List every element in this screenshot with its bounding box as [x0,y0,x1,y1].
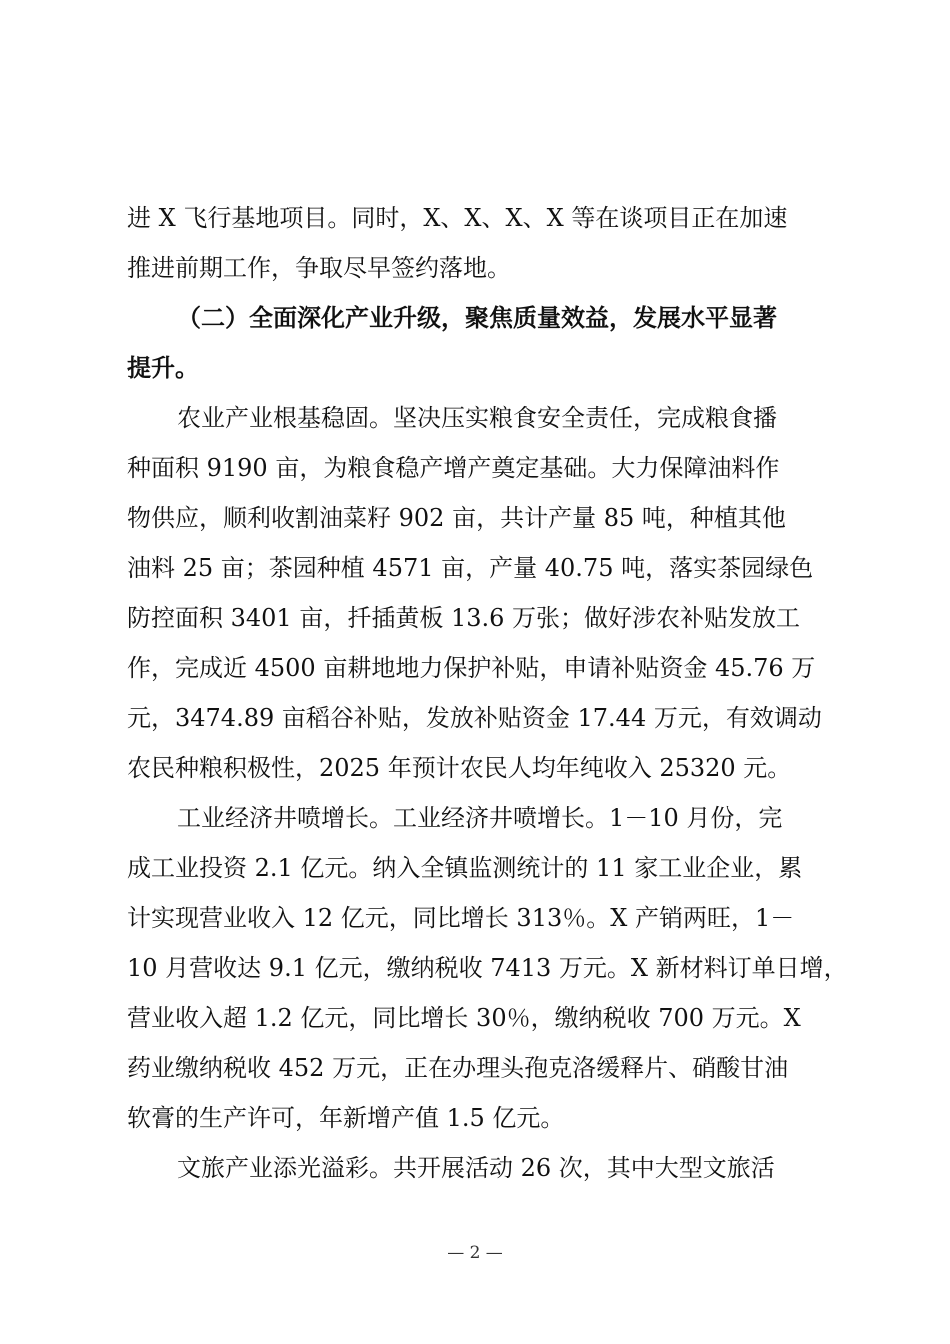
text-line: 元，3474.89 亩稻谷补贴，发放补贴资金 17.44 万元，有效调动 [127,704,822,732]
text-line: 农民种粮积极性，2025 年预计农民人均年纯收入 25320 元。 [127,754,792,782]
paragraph-culture-tourism: 文旅产业添光溢彩。共开展活动 26 次，其中大型文旅活 [177,1154,775,1182]
section-heading: 提升。 [127,354,199,382]
text-line: 防控面积 3401 亩，扦插黄板 13.6 万张；做好涉农补贴发放工 [127,604,801,632]
paragraph-industry: 工业经济井喷增长。工业经济井喷增长。1－10 月份，完 [177,804,783,832]
text-line: 物供应，顺利收割油菜籽 902 亩，共计产量 85 吨，种植其他 [127,504,786,532]
text-line: 油料 25 亩；茶园种植 4571 亩，产量 40.75 吨，落实茶园绿色 [127,554,814,582]
text-line: 作，完成近 4500 亩耕地地力保护补贴，申请补贴资金 45.76 万 [127,654,816,682]
text-line: 药业缴纳税收 452 万元，正在办理头孢克洛缓释片、硝酸甘油 [127,1054,789,1082]
document-body [127,193,848,1193]
page-number: — 2 — [447,1243,503,1263]
text-line: 营业收入超 1.2 亿元，同比增长 30％，缴纳税收 700 万元。X [127,1004,801,1032]
text-line: 推进前期工作，争取尽早签约落地。 [127,254,511,282]
paragraph-agriculture: 农业产业根基稳固。坚决压实粮食安全责任，完成粮食播 [177,404,777,432]
text-line: 种面积 9190 亩，为粮食稳产增产奠定基础。大力保障油料作 [127,454,780,482]
text-line: 进 X 飞行基地项目。同时，X、X、X、X 等在谈项目正在加速 [127,204,788,232]
text-line: 软膏的生产许可，年新增产值 1.5 亿元。 [127,1104,565,1132]
text-line: 成工业投资 2.1 亿元。纳入全镇监测统计的 11 家工业企业，累 [127,854,803,882]
text-line: 计实现营业收入 12 亿元，同比增长 313％。X 产销两旺，1－ [127,904,795,932]
text-line: 10 月营收达 9.1 亿元，缴纳税收 7413 万元。X 新材料订单日增， [127,954,848,982]
section-heading: （二）全面深化产业升级，聚焦质量效益，发展水平显著 [177,304,777,332]
